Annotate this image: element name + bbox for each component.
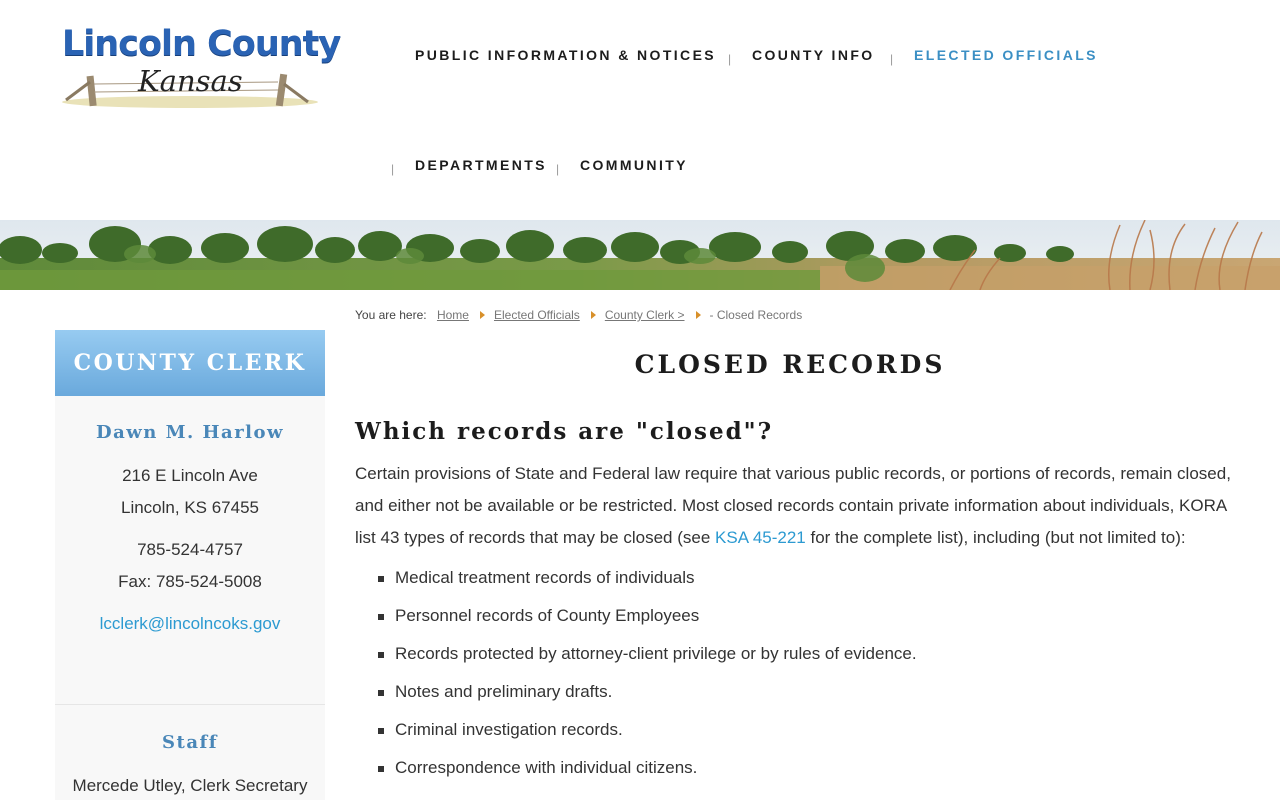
sidebar-divider xyxy=(55,704,325,705)
paragraph-text: Certain provisions of State and Federal law require that various public records, or portions of records, remain closed, and either not be available or be restricted. Most closed records contain private information about individuals, KORA list 43 types of records that may be closed (see xyxy=(355,464,1231,547)
email-row xyxy=(55,614,325,634)
list-item: Criminal investigation records. xyxy=(378,715,917,753)
nav-separator: | xyxy=(391,162,395,176)
staff-heading: Staff xyxy=(162,732,218,753)
list-item: Medical treatment records of individuals xyxy=(378,563,917,601)
breadcrumb-county-clerk[interactable]: County Clerk > xyxy=(604,308,685,322)
phone-number: 785-524-4757 xyxy=(137,540,243,559)
list-item: Correspondence with individual citizens. xyxy=(378,753,917,791)
breadcrumb-elected-officials[interactable]: Elected Officials xyxy=(493,308,580,322)
nav-separator: | xyxy=(556,162,560,176)
breadcrumb-home[interactable]: Home xyxy=(436,308,469,322)
fax-number: Fax: 785-524-5008 xyxy=(118,572,262,591)
sidebar-title: COUNTY CLERK xyxy=(73,350,307,376)
email-link[interactable]: lcclerk@lincolncoks.gov xyxy=(99,614,281,633)
breadcrumb-arrow-icon xyxy=(591,311,596,319)
logo-subtitle: Kansas xyxy=(138,64,243,98)
sidebar-header xyxy=(55,330,325,396)
nav-departments[interactable]: DEPARTMENTS xyxy=(415,157,547,173)
breadcrumb-arrow-icon xyxy=(696,311,701,319)
list-item: Personnel records of County Employees xyxy=(378,601,917,639)
list-item: Notes and preliminary drafts. xyxy=(378,677,917,715)
closed-records-list xyxy=(378,563,917,791)
list-item: Records protected by attorney-client privilege or by rules of evidence. xyxy=(378,639,917,677)
nav-community[interactable]: COMMUNITY xyxy=(580,157,688,173)
landscape-banner xyxy=(0,220,1280,290)
breadcrumb-current: - Closed Records xyxy=(709,308,803,322)
address-line-2: Lincoln, KS 67455 xyxy=(121,498,259,517)
paragraph-text-end: for the complete list), including (but not limited to): xyxy=(805,528,1186,547)
site-logo[interactable] xyxy=(58,24,341,110)
staff-member: Mercede Utley, Clerk Secretary xyxy=(72,776,308,795)
breadcrumb-arrow-icon xyxy=(480,311,485,319)
ksa-link[interactable]: KSA 45-221 xyxy=(715,528,806,547)
nav-separator: | xyxy=(728,52,732,66)
breadcrumb-prefix: You are here: xyxy=(355,308,427,322)
site-header xyxy=(0,0,1280,220)
page-title: CLOSED RECORDS xyxy=(634,350,946,379)
nav-elected-officials[interactable]: ELECTED OFFICIALS xyxy=(914,47,1098,63)
section-title: Which records are "closed"? xyxy=(355,418,774,445)
nav-county-info[interactable]: COUNTY INFO xyxy=(752,47,875,63)
intro-paragraph xyxy=(355,458,1235,554)
logo-title: Lincoln County xyxy=(62,24,341,64)
nav-public-information[interactable]: PUBLIC INFORMATION & NOTICES xyxy=(415,47,717,63)
clerk-name: Dawn M. Harlow xyxy=(95,422,285,443)
address-line-1: 216 E Lincoln Ave xyxy=(122,466,258,485)
sidebar xyxy=(55,330,325,800)
breadcrumb xyxy=(355,308,802,322)
nav-separator: | xyxy=(890,52,894,66)
